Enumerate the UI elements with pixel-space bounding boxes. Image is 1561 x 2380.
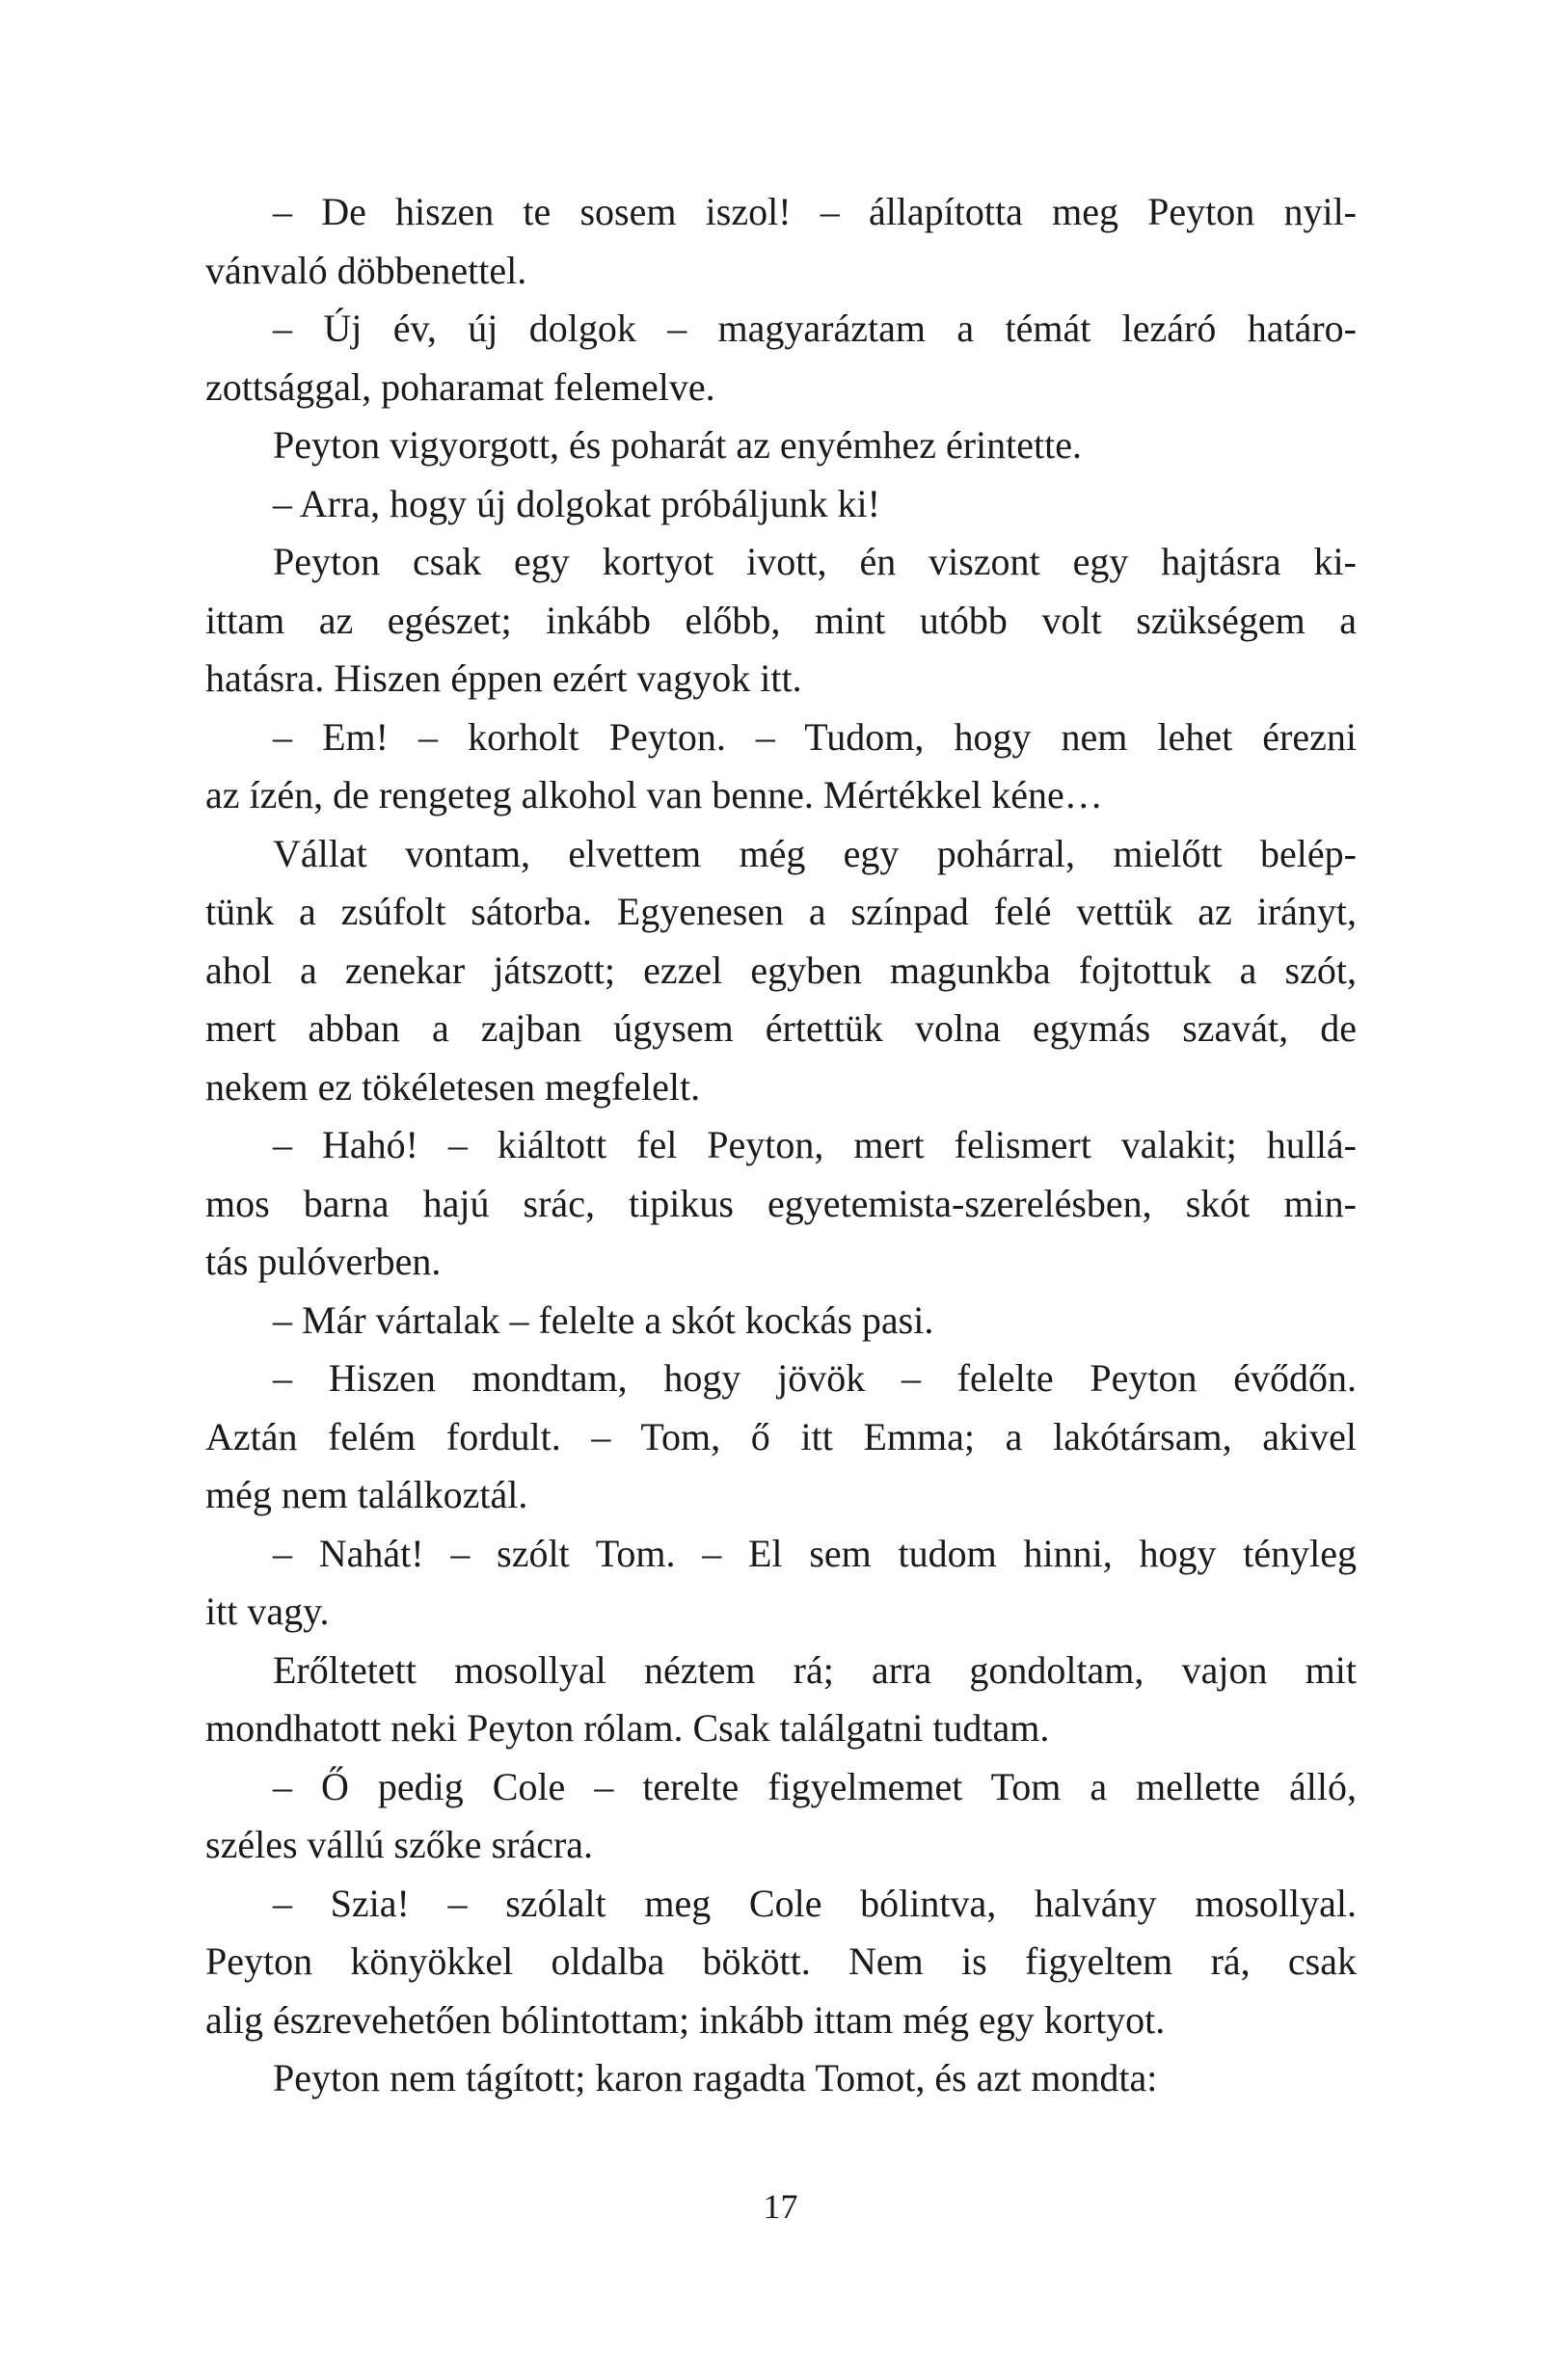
text-line: széles vállú szőke srácra. — [205, 1823, 594, 1866]
text-line: – Már vártalak – felelte a skót kockás pasi. — [273, 1297, 934, 1342]
text-line: – Új év, új dolgok – magyaráztam a témát lezáró határo- — [273, 307, 1357, 350]
text-line: Vállat vontam, elvettem még egy pohárral, mielőtt belép- — [273, 831, 1357, 875]
text-line: – Szia! – szólalt meg Cole bólintva, halvány mosollyal. — [273, 1881, 1357, 1925]
text-line: Aztán felém fordult. – Tom, ő itt Emma; a lakótársam, akivel — [205, 1414, 1357, 1458]
text-line: ittam az egészet; inkább előbb, mint utóbb volt szükségem a — [205, 598, 1357, 642]
text-line: Erőltetett mosollyal néztem rá; arra gondoltam, vajon mit — [273, 1647, 1357, 1692]
text-line: Peyton csak egy kortyot ivott, én viszont egy hajtásra ki- — [273, 540, 1357, 583]
text-line: tünk a zsúfolt sátorba. Egyenesen a színpad felé vettük az irányt, — [205, 890, 1357, 933]
text-line: – Hiszen mondtam, hogy jövök – felelte Peyton évődőn. — [273, 1356, 1357, 1400]
text-line: – Arra, hogy új dolgokat próbáljunk ki! — [273, 481, 880, 525]
text-line: Peyton nem tágított; karon ragadta Tomot, és azt mondta: — [273, 2056, 1158, 2099]
text-line: Peyton könyökkel oldalba bökött. Nem is figyeltem rá, csak — [205, 1939, 1357, 1983]
text-line: az ízén, de rengeteg alkohol van benne. Mértékkel kéne… — [205, 773, 1103, 816]
text-line: – Em! – korholt Peyton. – Tudom, hogy nem lehet érezni — [273, 714, 1357, 759]
text-line: – Nahát! – szólt Tom. – El sem tudom hinni, hogy tényleg — [273, 1531, 1357, 1575]
text-line: mos barna hajú srác, tipikus egyetemista-szerelésben, skót min- — [205, 1181, 1357, 1225]
text-line: itt vagy. — [205, 1590, 330, 1633]
text-line: zottsággal, poharamat felemelve. — [205, 364, 715, 409]
text-line: – De hiszen te sosem iszol! – állapította meg Peyton nyil- — [273, 190, 1357, 233]
text-line: – Hahó! – kiáltott fel Peyton, mert felismert valakit; hullá- — [273, 1123, 1357, 1166]
text-line: – Ő pedig Cole – terelte figyelmemet Tom a mellette álló, — [273, 1764, 1357, 1808]
text-line: alig észrevehetően bólintottam; inkább ittam még egy kortyot. — [205, 1997, 1166, 2042]
text-line: mondhatott neki Peyton rólam. Csak találgatni tudtam. — [205, 1706, 1050, 1750]
text-line: hatásra. Hiszen éppen ezért vagyok itt. — [205, 656, 802, 700]
text-line: nekem ez tökéletesen megfelelt. — [205, 1064, 701, 1109]
page-number: 17 — [763, 2187, 798, 2226]
text-line: még nem találkoztál. — [205, 1473, 528, 1516]
body-text — [205, 183, 1357, 2108]
text-line: ahol a zenekar játszott; ezzel egyben magunkba fojtottuk a szót, — [205, 948, 1357, 992]
text-line: vánvaló döbbenettel. — [205, 248, 527, 292]
text-line: mert abban a zajban úgysem értettük volna egymás szavát, de — [205, 1006, 1357, 1050]
text-line: tás pulóverben. — [205, 1240, 442, 1283]
text-line: Peyton vigyorgott, és poharát az enyémhez érintette. — [273, 423, 1082, 467]
